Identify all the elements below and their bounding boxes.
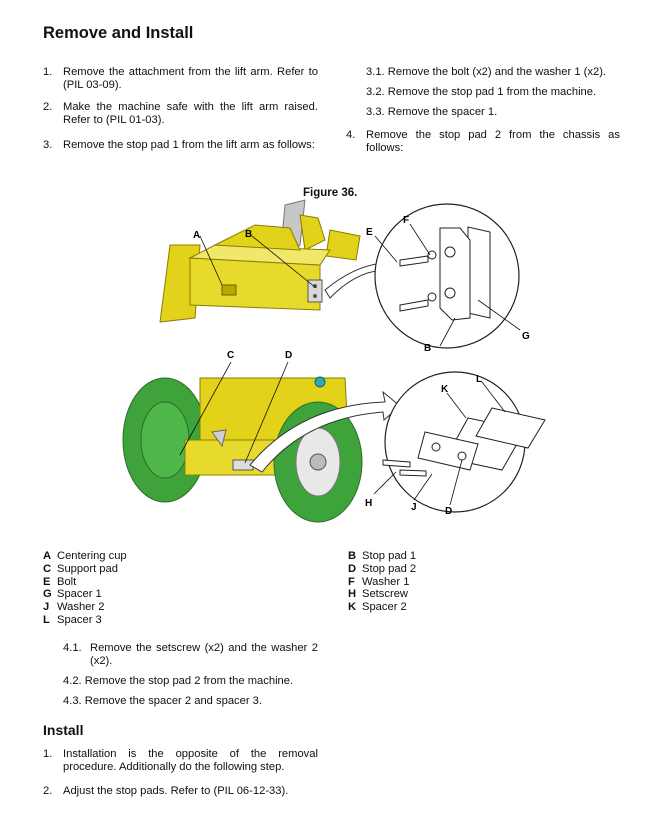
label-d-detail: D xyxy=(445,506,453,517)
legend-item: A Centering cup xyxy=(43,550,127,562)
step-text: Remove the attachment from the lift arm. Refer to (PIL 03-09). xyxy=(63,66,318,91)
legend-item: C Support pad xyxy=(43,562,118,575)
label-d-upper: D xyxy=(285,350,293,361)
detail-circle-upper xyxy=(375,204,520,348)
legend-item: E Bolt xyxy=(43,575,77,588)
step-3 xyxy=(43,139,318,152)
lift-arm-drawing xyxy=(160,200,360,322)
label-j: J xyxy=(411,502,417,513)
legend-item: L Spacer 3 xyxy=(43,613,102,626)
substep-text: Remove the stop pad 1 from the machine. xyxy=(387,86,597,98)
substep-number: 4.1. xyxy=(63,642,82,654)
substep-3-2 xyxy=(366,86,626,99)
step-number: 2. xyxy=(43,785,53,797)
chassis-drawing xyxy=(123,362,362,522)
legend-item: F Washer 1 xyxy=(348,575,410,588)
install-step-2 xyxy=(43,785,318,798)
substep-text: Remove the spacer 2 and spacer 3. xyxy=(84,695,263,707)
substep-text: Remove the stop pad 2 from the machine. xyxy=(84,675,294,687)
substep-text: Remove the bolt (x2) and the washer 1 (x2). xyxy=(387,66,607,78)
figure-title: Figure 36. xyxy=(303,187,358,199)
substep-number: 3.2. xyxy=(366,86,385,98)
legend-item: G Spacer 1 xyxy=(43,588,102,601)
page-title: Remove and Install xyxy=(43,24,194,42)
install-step-1 xyxy=(43,748,318,774)
label-e: E xyxy=(366,227,373,238)
figure-36-illustration xyxy=(0,195,652,545)
detail-circle-lower xyxy=(374,372,545,512)
step-text: Remove the stop pad 2 from the chassis as follows: xyxy=(366,129,620,154)
step-2 xyxy=(43,101,318,127)
substep-3-3 xyxy=(366,106,626,119)
legend-item: K Spacer 2 xyxy=(348,601,407,614)
label-c: C xyxy=(227,350,235,361)
step-text: Adjust the stop pads. Refer to (PIL 06-12-33). xyxy=(63,785,289,797)
step-number: 3. xyxy=(43,139,53,151)
legend-item: J Washer 2 xyxy=(43,601,105,614)
substep-text: Remove the setscrew (x2) and the washer 2 (x2). xyxy=(90,642,318,667)
legend-item: D Stop pad 2 xyxy=(348,562,417,575)
substep-4-3 xyxy=(63,695,323,708)
label-g: G xyxy=(522,331,530,342)
label-a: A xyxy=(193,230,201,241)
substep-4-2 xyxy=(63,675,323,688)
label-f: F xyxy=(403,215,410,226)
substep-number: 4.3. xyxy=(63,695,82,707)
step-text: Remove the stop pad 1 from the lift arm as follows: xyxy=(63,139,315,151)
substep-number: 4.2. xyxy=(63,675,82,687)
label-b-upper: B xyxy=(245,229,253,240)
label-l: L xyxy=(476,374,483,385)
step-4 xyxy=(346,129,620,155)
step-1 xyxy=(43,66,318,92)
substep-4-1 xyxy=(63,642,318,668)
install-heading: Install xyxy=(43,722,84,738)
step-number: 1. xyxy=(43,66,53,78)
label-b-detail: B xyxy=(424,343,432,354)
legend-right xyxy=(348,550,416,614)
step-text: Make the machine safe with the lift arm raised. Refer to (PIL 01-03). xyxy=(63,101,318,126)
legend-item: B Stop pad 1 xyxy=(348,550,417,562)
step-number: 4. xyxy=(346,129,356,141)
legend-left xyxy=(43,550,127,627)
step-number: 1. xyxy=(43,748,53,760)
substep-3-1 xyxy=(366,66,626,79)
legend-item: H Setscrew xyxy=(348,588,409,601)
label-k: K xyxy=(441,384,449,395)
substep-number: 3.3. xyxy=(366,106,385,118)
step-text: Installation is the opposite of the removal procedure. Additionally do the following step. xyxy=(63,748,318,773)
label-h: H xyxy=(365,498,373,509)
substep-number: 3.1. xyxy=(366,66,385,78)
step-number: 2. xyxy=(43,101,53,113)
substep-text: Remove the spacer 1. xyxy=(387,106,498,118)
